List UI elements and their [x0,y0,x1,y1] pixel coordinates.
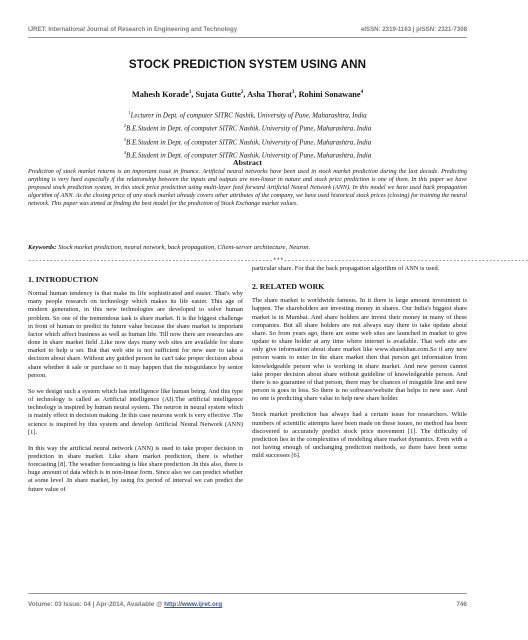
affiliation-sup: 4 [123,149,127,155]
running-header [28,26,467,33]
affiliation-line [28,135,467,148]
author-sup: 1 [188,90,192,96]
page-number: 746 [456,601,467,608]
author-name: Asha Thorat [247,90,292,99]
affiliation-text: B.E.Student in Dept. of computer SITRC Nashik, University of Pune, Maharashtra, India [126,125,372,133]
affiliation-list [28,108,467,161]
body-paragraph: Stock market prediction has always had a certain issue for researchers. While numbers of scientific attempts have been made on these issues, no method has been discovered to accurately predict stock price movement [1]. The difficulty of prediction lies in the complexities of modeling share market dynamics. Even with a not having enough of unchanging prediction methods, so there have been some mild successes [6]. [252,411,467,460]
journal-url-link[interactable]: http://www.ijret.org [164,601,223,608]
affiliation-sup: 2 [123,123,127,129]
footer-rule [28,593,467,594]
keywords [28,244,467,251]
body-paragraph: Normal human tendency is that make its life sophisticated and easier. That's why many people research on technology which makes its life easier. This age of modern generation, in this new technologies are developed to solve human problem. So one of the tremendous task is share market. It is the biggest challenge in front of human to predict its future value because the share market is important factor which affect business as well as human life. Till now there are researches are done in share market field .Like now days many web sites are available for share market to help u ser. But that web site is not sufficient for new user to take a decision about share. Without any guided person he can't take proper decision about share whether it sale or purchase so it may happen that the misguidance by senior person. [28,290,243,379]
affiliation-text: B.E.Student in Dept. of computer SITRC Nashik, University of Pune, Maharashtra, India [126,138,372,146]
affiliation-line [28,108,467,121]
footer-volume [28,601,222,608]
author-name: Mahesh Korade [131,90,189,99]
abstract-heading: Abstract [232,158,262,167]
author-sup: 4 [360,90,364,96]
footer-volume-text: Volume: 03 Issue: 04 | Apr-2014, Available @ [28,601,163,608]
author-name: Sujata Gutte [195,90,241,99]
body-paragraph: particular share. For that the back propagation algorithm of ANN is used. [252,265,440,272]
body-paragraph: In this way the artificial neural network (ANN) is used to take proper decision in prediction in share market. Like share market prediction, there is whether forecasting [8]. The weather forecasting is like share prediction .In this also, there is huge amount of data which is in non-linear form. Since also we can predict whether at some level .In share market, by using fix period of interval we can predict the future value of [28,444,243,493]
journal-name: IJRET: International Journal of Research in Engineering and Technology [28,26,238,33]
author-sup: 3 [291,90,295,96]
left-column [28,276,243,502]
keywords-text: Stock market prediction, neural network, back propagation, Client-server architecture, Neuron. [58,244,311,251]
abstract-text: Prediction of stock market returns is an important issue in finance. Artificial neural networks have been used in stock market prediction during the last decade. Predicting anything is very hard especially if the relationship between the inputs and outputs are non-linear in nature and stock price prediction is one of them. In this paper we have proposed stock prediction system, in this stock price prediction using multi-layer feed forward Artificial Neural Network (ANN). In this model we have used back propagation algorithm of ANN. As the closing price of any stock market already covers other attributes of the company, we have used historical stock prices (closing) for training the neural network. This paper was aimed at finding the best model for the prediction of Stock Exchange market values. [28,168,467,207]
section-divider: --------------------------------------------------------------------***-------------------------------------------------------------------- [28,257,528,264]
introduction-heading: 1. INTRODUCTION [28,275,99,284]
author-sup: 2 [240,90,244,96]
affiliation-sup: 1 [128,110,131,115]
header-rule [28,37,467,38]
keywords-label: Keywords: [28,244,57,251]
paper-title: STOCK PREDICTION SYSTEM USING ANN [128,58,367,71]
author-name: Rohini Sonawane [298,90,361,99]
journal-issn: eISSN: 2319-1163 | pISSN: 2321-7308 [360,26,467,33]
body-paragraph: The share market is worldwide famous. In it there is large amount investment is happen. The shareholders are investing money in shares. Our India's biggest share market is in Mumbai. And share holders are invest their money in many of these companies. But all share holders are not always stay there to take update about share. So from years ago, there are some web sites are launched in market to give update to share holder at any time where internet is available. That web site are only give information about share market like www.sharekhan.com.So if any new person wants to enter in the share market then that person get information from knowledgeable person who is working in share market. And new person cannot take proper decision about share without guideline of knowledgeable person. And there is no guarantee of that person, there may be chances of misguide line and new person is goes in loss. So there is no software/website that helps to new user. And no one is predicting share value to help new share holder. [252,297,467,403]
right-column [252,265,467,468]
affiliation-sup: 3 [123,136,127,142]
affiliation-text: B.E.Student in Dept. of computer SITRC Nashik, University of Pune, Maharashtra, India [126,152,372,160]
affiliation-line [28,121,467,134]
author-list: Mahesh Korade$^1$, Sujata Gutte$^2$, Asha Thorat$^3$, Rohini Sonawane$^4$ [131,90,364,99]
page-footer [28,601,467,608]
related-work-heading: 2. RELATED WORK [252,282,325,292]
body-paragraph: So we design such a system which has intelligence like human being. And this type of technology is called as Artificial intelligence (AI).The artificial intelligence technology is inspired by human neural system. The neuron in neural system which is mainly effect in decision making .In this case neurons work is very effective .The science is inspired by this system and develop Artificial Neural Network (ANN) [1]. [28,387,243,436]
affiliation-text: Lecturer in Dept. of computer SITRC Nashik, University of Pune, Maharashtra, India [130,112,367,120]
